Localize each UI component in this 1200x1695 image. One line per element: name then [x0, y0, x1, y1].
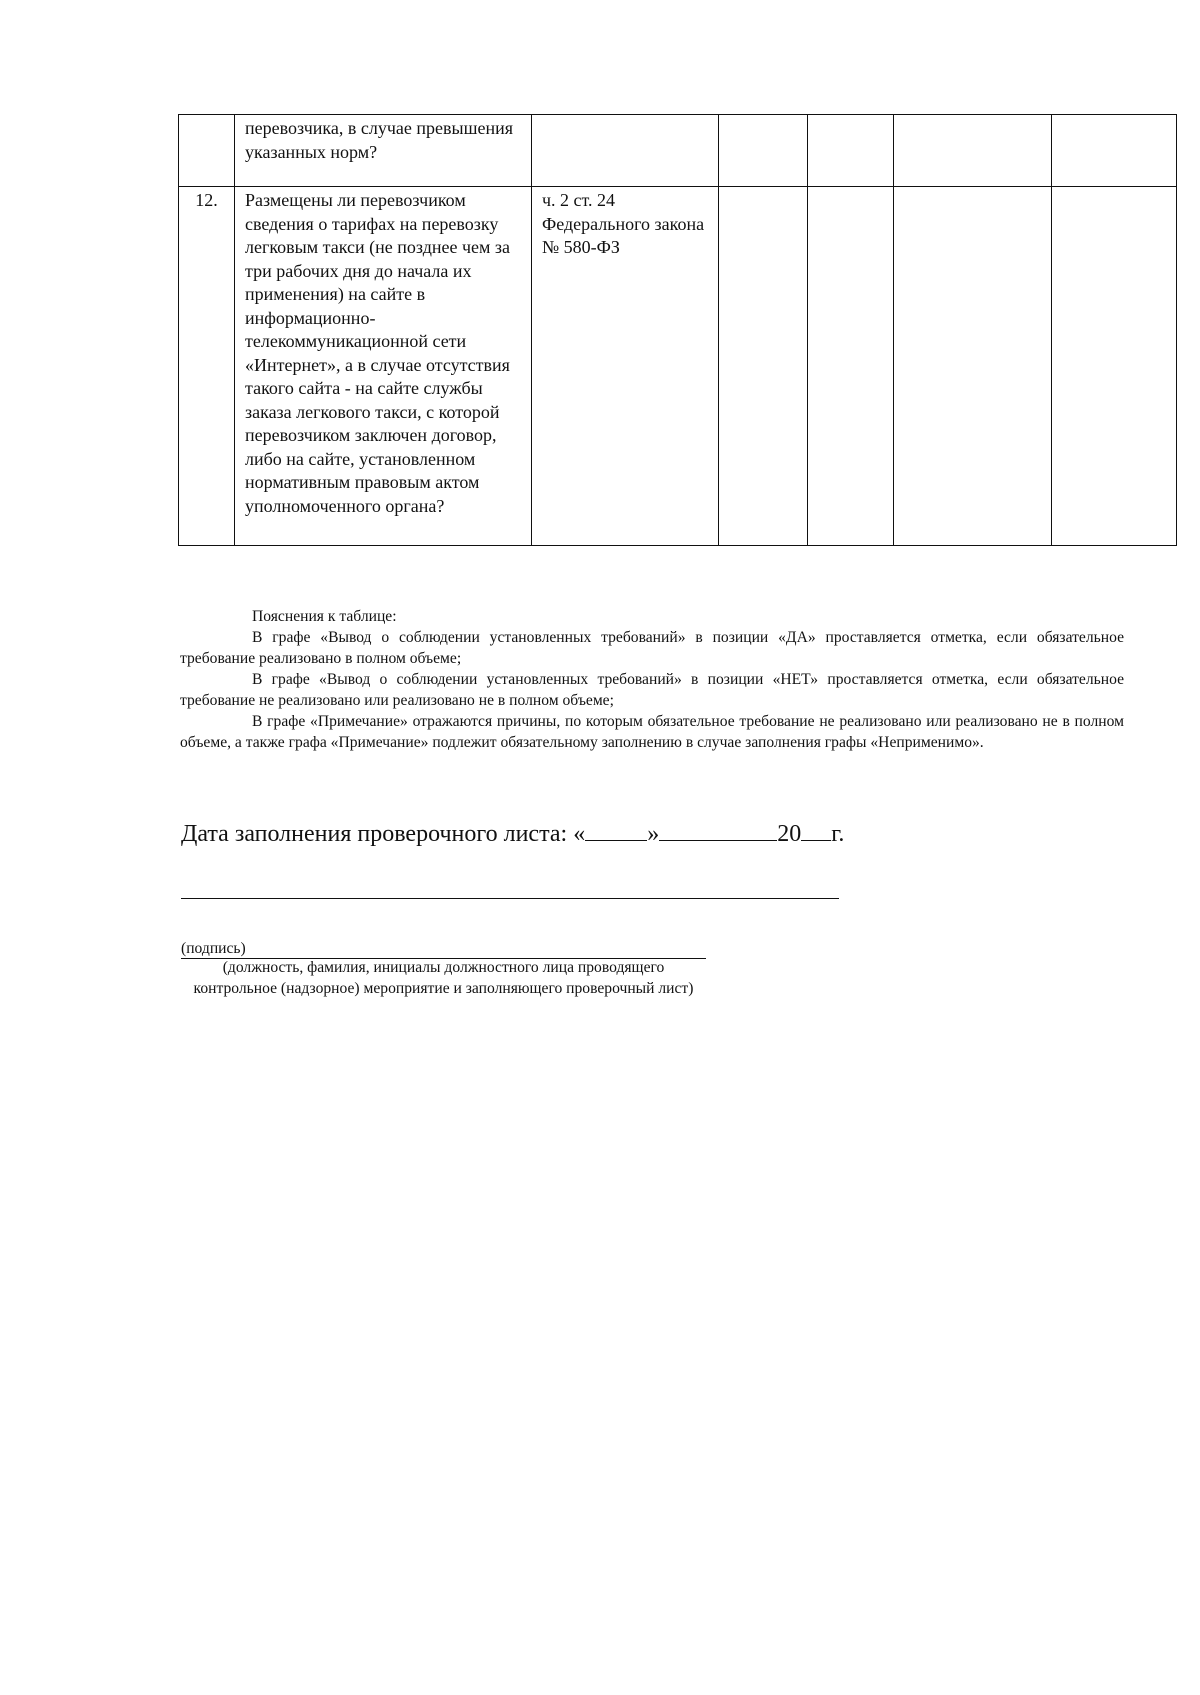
- not-applicable-cell[interactable]: [894, 187, 1052, 546]
- month-field[interactable]: [659, 818, 777, 841]
- day-field[interactable]: [585, 818, 647, 841]
- date-close-quote: »: [647, 821, 660, 847]
- year-field[interactable]: [801, 818, 831, 841]
- note-cell[interactable]: [1052, 115, 1177, 187]
- notes-heading: Пояснения к таблице:: [252, 608, 397, 625]
- note-cell[interactable]: [1052, 187, 1177, 546]
- date-open-quote: «: [573, 821, 586, 847]
- date-label: Дата заполнения проверочного листа:: [181, 821, 568, 847]
- signature-label: (подпись): [181, 940, 246, 957]
- row-reference: ч. 2 ст. 24 Федерального закона № 580-ФЗ: [532, 187, 719, 546]
- note-paragraph: В графе «Вывод о соблюдении установленных требований» в позиции «НЕТ» проставляется отметка, если обязательное требование не реализовано или реализовано не в полном объеме;: [180, 671, 1124, 709]
- no-cell[interactable]: [808, 115, 894, 187]
- row-question: Размещены ли перевозчиком сведения о тарифах на перевозку легковым такси (не позднее чем за три рабочих дня до начала их применения) на сайте в информационно-телекоммуникационной сети «Интернет», а в случае отсутствия такого сайта - на сайте службы заказа легкового такси, с которой перевозчиком заключен договор, либо на сайте, установленном нормативным правовым актом уполномоченного органа?: [235, 187, 532, 546]
- table-row: [179, 115, 1177, 187]
- table-notes: [180, 606, 1124, 753]
- table-row: [179, 187, 1177, 546]
- row-reference: [532, 115, 719, 187]
- note-paragraph: В графе «Примечание» отражаются причины, по которым обязательное требование не реализовано или реализовано не в полном объеме, а также графа «Примечание» подлежит обязательному заполнению в случае заполнения графы «Неприменимо».: [180, 713, 1124, 751]
- row-number: [179, 115, 235, 187]
- position-caption: (должность, фамилия, инициалы должностного лица проводящего контрольное (надзорное) мероприятие и заполняющего проверочный лист): [193, 959, 694, 997]
- no-cell[interactable]: [808, 187, 894, 546]
- signature-line[interactable]: [181, 898, 839, 899]
- year-prefix: 20: [777, 821, 802, 847]
- note-paragraph: В графе «Вывод о соблюдении установленных требований» в позиции «ДА» проставляется отметка, если обязательное требование реализовано в полном объеме;: [180, 629, 1124, 667]
- not-applicable-cell[interactable]: [894, 115, 1052, 187]
- row-question: перевозчика, в случае превышения указанных норм?: [235, 115, 532, 187]
- checklist-table: [178, 114, 1177, 546]
- yes-cell[interactable]: [719, 115, 808, 187]
- yes-cell[interactable]: [719, 187, 808, 546]
- year-suffix: г.: [831, 821, 845, 847]
- fill-date-line: [181, 818, 844, 849]
- row-number: 12.: [179, 187, 235, 546]
